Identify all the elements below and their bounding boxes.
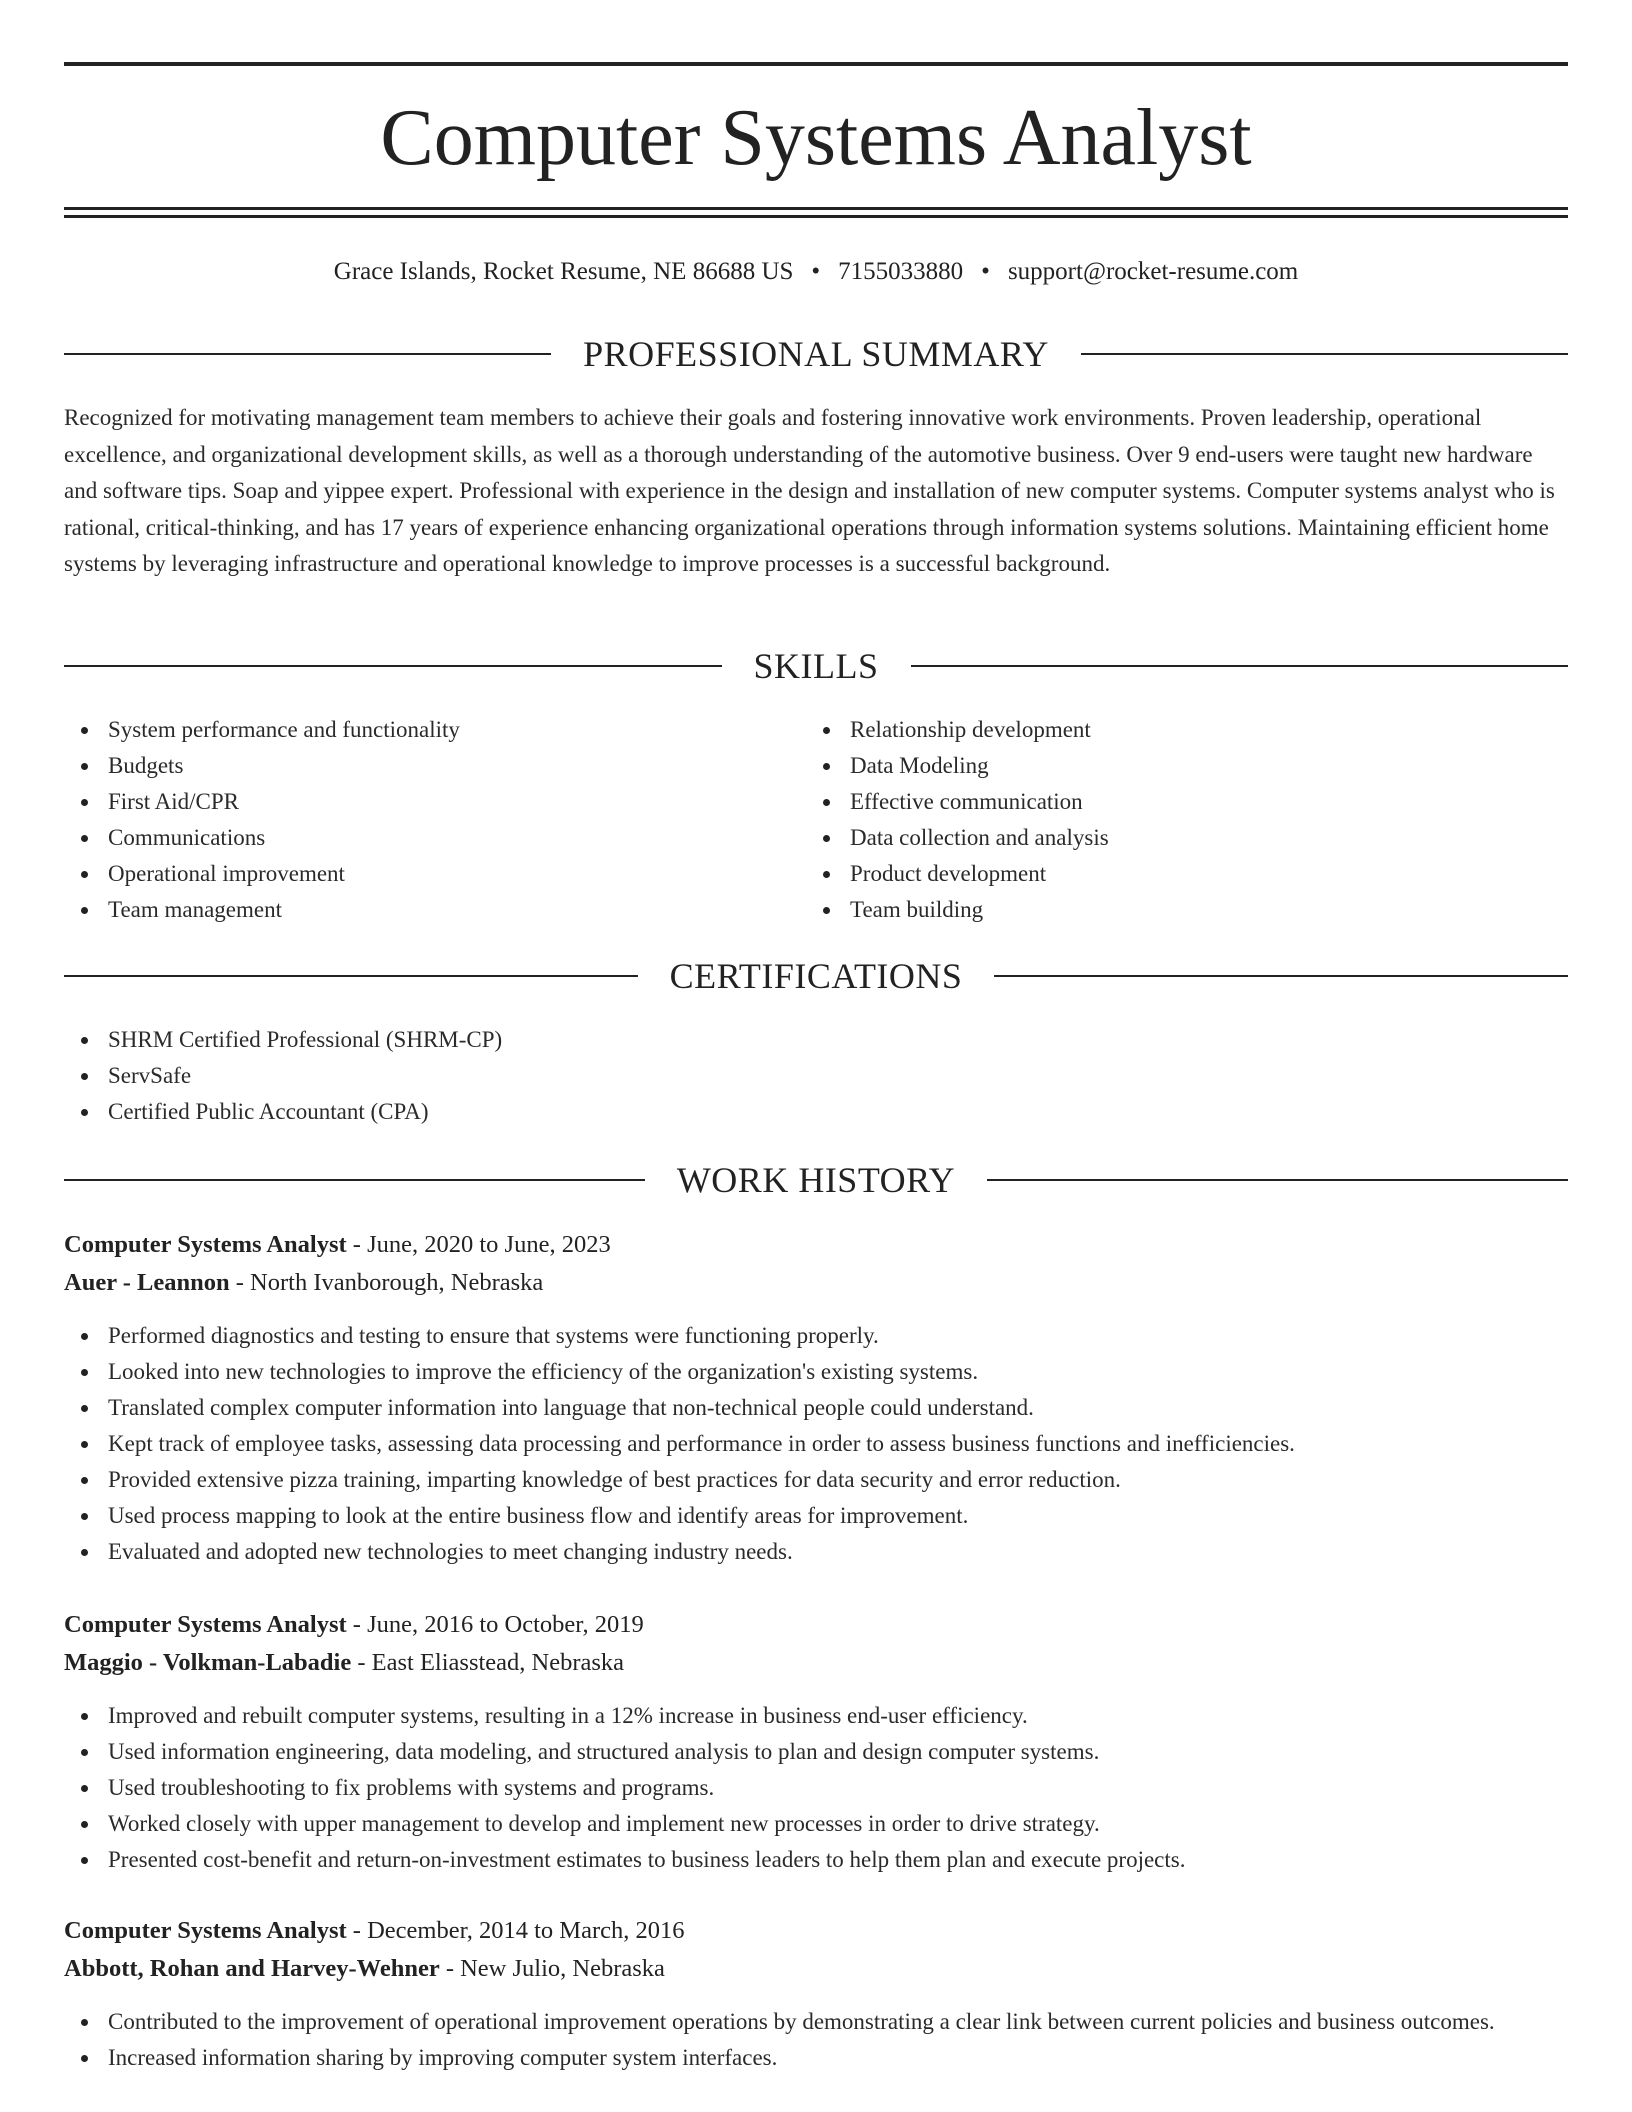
job-location: - North Ivanborough, Nebraska — [235, 1269, 544, 1296]
job-bullet: Looked into new technologies to improve the efficiency of the organization's existing systems. — [64, 1354, 1568, 1390]
job-dates: - December, 2014 to March, 2016 — [352, 1917, 685, 1944]
job-bullet: Increased information sharing by improving computer system interfaces. — [64, 2040, 1568, 2076]
contact-phone: 7155033880 — [838, 258, 964, 285]
job-bullet: Evaluated and adopted new technologies to meet changing industry needs. — [64, 1534, 1568, 1570]
job-entry — [64, 1226, 1568, 1570]
job-bullet: Provided extensive pizza training, imparting knowledge of best practices for data security and error reduction. — [64, 1462, 1568, 1498]
skill-item: First Aid/CPR — [64, 784, 804, 820]
certification-item: ServSafe — [64, 1058, 1568, 1094]
job-company-line — [64, 1264, 1568, 1302]
job-location: - East Eliasstead, Nebraska — [357, 1649, 625, 1676]
section-heading-work-history — [64, 1160, 1568, 1200]
skill-item: System performance and functionality — [64, 712, 804, 748]
skill-item: Communications — [64, 820, 804, 856]
summary-paragraph: Recognized for motivating management team members to achieve their goals and fostering innovative work environments. Proven leadership, operational excellence, and organizational development skills, as well as a thorough understanding of the automotive business. Over 9 end-users were taught new hardware and software tips. Soap and yippee expert. Professional with experience in the design and installation of new computer systems. Computer systems analyst who is rational, critical-thinking, and has 17 years of experience enhancing organizational operations through information systems solutions. Maintaining efficient home systems by leveraging infrastructure and operational knowledge to improve processes is a successful background. — [64, 405, 1555, 576]
contact-separator: • — [811, 258, 821, 285]
job-title: Computer Systems Analyst — [64, 1231, 347, 1258]
job-entry — [64, 1912, 1568, 2076]
heading-rule-right — [911, 665, 1569, 667]
job-bullet: Used information engineering, data modeling, and structured analysis to plan and design computer systems. — [64, 1734, 1568, 1770]
contact-address: Grace Islands, Rocket Resume, NE 86688 US — [333, 258, 794, 285]
skill-item: Effective communication — [806, 784, 1546, 820]
skill-item: Operational improvement — [64, 856, 804, 892]
job-bullet-list — [64, 1318, 1568, 1570]
skill-item: Team building — [806, 892, 1546, 928]
section-heading-skills — [64, 646, 1568, 686]
job-company-line — [64, 1644, 1568, 1682]
job-bullet-list — [64, 1698, 1568, 1878]
header-double-rule-upper — [64, 207, 1568, 210]
skill-item: Relationship development — [806, 712, 1546, 748]
skills-list-left — [64, 712, 804, 928]
job-bullet: Used process mapping to look at the entire business flow and identify areas for improvement. — [64, 1498, 1568, 1534]
heading-rule-left — [64, 975, 638, 977]
section-title: PROFESSIONAL SUMMARY — [583, 334, 1049, 374]
heading-rule-right — [987, 1179, 1568, 1181]
job-dates: - June, 2016 to October, 2019 — [352, 1611, 644, 1638]
job-title-line — [64, 1226, 1568, 1264]
job-bullet: Improved and rebuilt computer systems, resulting in a 12% increase in business end-user efficiency. — [64, 1698, 1568, 1734]
job-title: Computer Systems Analyst — [64, 1611, 347, 1638]
job-bullet: Presented cost-benefit and return-on-investment estimates to business leaders to help them plan and execute projects. — [64, 1842, 1568, 1878]
skill-item: Data Modeling — [806, 748, 1546, 784]
certification-item: Certified Public Accountant (CPA) — [64, 1094, 1568, 1130]
job-company: Maggio - Volkman-Labadie — [64, 1649, 352, 1676]
heading-rule-left — [64, 1179, 645, 1181]
job-bullet: Kept track of employee tasks, assessing data processing and performance in order to assess business functions and inefficiencies. — [64, 1426, 1568, 1462]
certification-item: SHRM Certified Professional (SHRM-CP) — [64, 1022, 1568, 1058]
section-title: CERTIFICATIONS — [669, 956, 963, 996]
skill-item: Team management — [64, 892, 804, 928]
job-bullet: Translated complex computer information into language that non-technical people could understand. — [64, 1390, 1568, 1426]
skill-item: Budgets — [64, 748, 804, 784]
contact-separator: • — [981, 258, 990, 285]
resume-title: Computer Systems Analyst — [380, 94, 1252, 182]
contact-email: support@rocket-resume.com — [1007, 258, 1299, 285]
job-location: - New Julio, Nebraska — [445, 1955, 665, 1982]
skill-item: Product development — [806, 856, 1546, 892]
contact-line — [64, 254, 1568, 290]
heading-rule-left — [64, 665, 722, 667]
job-title: Computer Systems Analyst — [64, 1917, 347, 1944]
skill-item: Data collection and analysis — [806, 820, 1546, 856]
job-dates: - June, 2020 to June, 2023 — [352, 1231, 611, 1258]
header-double-rule-lower — [64, 215, 1568, 218]
section-title: SKILLS — [753, 646, 879, 686]
header-top-rule — [64, 62, 1568, 66]
heading-rule-left — [64, 353, 551, 355]
job-bullet: Used troubleshooting to fix problems with systems and programs. — [64, 1770, 1568, 1806]
section-heading-summary — [64, 334, 1568, 374]
job-company: Abbott, Rohan and Harvey-Wehner — [64, 1955, 440, 1982]
certifications-list — [64, 1022, 1568, 1130]
job-bullet: Contributed to the improvement of operational improvement operations by demonstrating a clear link between current policies and business outcomes. — [64, 2004, 1568, 2040]
job-company: Auer - Leannon — [64, 1269, 230, 1296]
job-title-line — [64, 1912, 1568, 1950]
section-title: WORK HISTORY — [676, 1160, 956, 1200]
heading-rule-right — [994, 975, 1568, 977]
job-bullet-list — [64, 2004, 1568, 2076]
section-heading-certifications — [64, 956, 1568, 996]
job-bullet: Worked closely with upper management to develop and implement new processes in order to drive strategy. — [64, 1806, 1568, 1842]
job-entry — [64, 1606, 1568, 1878]
skills-list-right — [806, 712, 1546, 928]
job-bullet: Performed diagnostics and testing to ensure that systems were functioning properly. — [64, 1318, 1568, 1354]
job-title-line — [64, 1606, 1568, 1644]
job-company-line — [64, 1950, 1568, 1988]
heading-rule-right — [1081, 353, 1568, 355]
